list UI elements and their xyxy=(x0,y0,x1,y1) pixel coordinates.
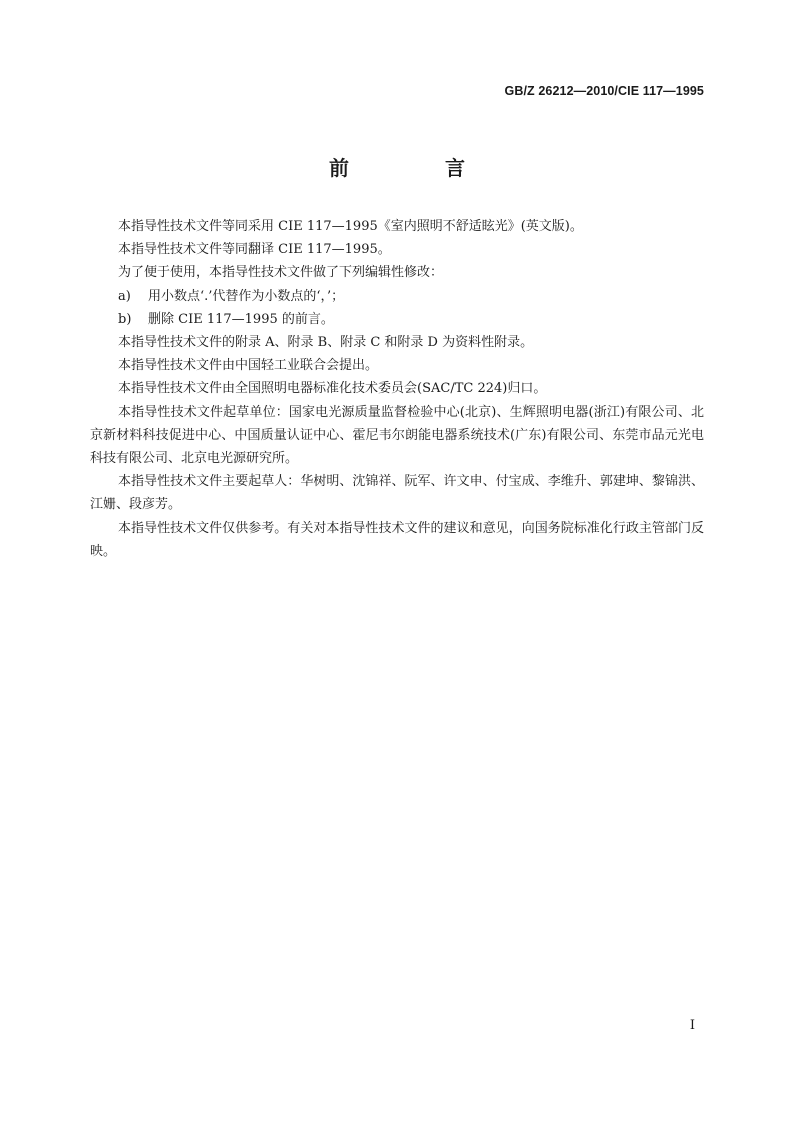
paragraph-translation: 本指导性技术文件等同翻译 CIE 117—1995。 xyxy=(118,242,391,258)
paragraph-drafters: 本指导性技术文件主要起草人：华树明、沈锦祥、阮军、许文申、付宝成、李维升、郭建坤、黎锦洪、江姗、段彦芳。 xyxy=(90,474,704,513)
standard-code: GB/Z 26212—2010/CIE 117—1995 xyxy=(504,84,704,98)
list-marker: a) xyxy=(118,288,131,304)
paragraph-proposer: 本指导性技术文件由中国轻工业联合会提出。 xyxy=(118,358,379,374)
paragraph-adoption: 本指导性技术文件等同采用 CIE 117—1995《室内照明不舒适眩光》(英文版)。 xyxy=(118,219,583,234)
paragraph-drafting-units: 本指导性技术文件起草单位：国家电光源质量监督检验中心(北京)、生辉照明电器(浙江)有限公司、北京新材料科技促进中心、中国质量认证中心、霍尼韦尔朗能电器系统技术(广东)有限公司、东莞市品元光电科技有限公司、北京电光源研究所。 xyxy=(90,404,704,467)
document-body xyxy=(90,215,704,563)
list-marker: b) xyxy=(118,311,132,327)
paragraph-appendices: 本指导性技术文件的附录 A、附录 B、附录 C 和附录 D 为资料性附录。 xyxy=(118,335,534,351)
list-text: 用小数点‘.’代替作为小数点的‘，’； xyxy=(148,288,345,304)
list-text: 删除 CIE 117—1995 的前言。 xyxy=(148,311,334,327)
page-title: 前 言 xyxy=(329,156,503,180)
list-item xyxy=(90,285,704,308)
paragraph-edits-intro: 为了便于使用，本指导性技术文件做了下列编辑性修改： xyxy=(118,265,444,281)
list-item xyxy=(90,308,704,331)
paragraph-committee: 本指导性技术文件由全国照明电器标准化技术委员会(SAC/TC 224)归口。 xyxy=(118,381,547,397)
paragraph-reference-note: 本指导性技术文件仅供参考。有关对本指导性技术文件的建议和意见，向国务院标准化行政主管部门反映。 xyxy=(90,520,704,559)
page-number: I xyxy=(689,1018,695,1033)
